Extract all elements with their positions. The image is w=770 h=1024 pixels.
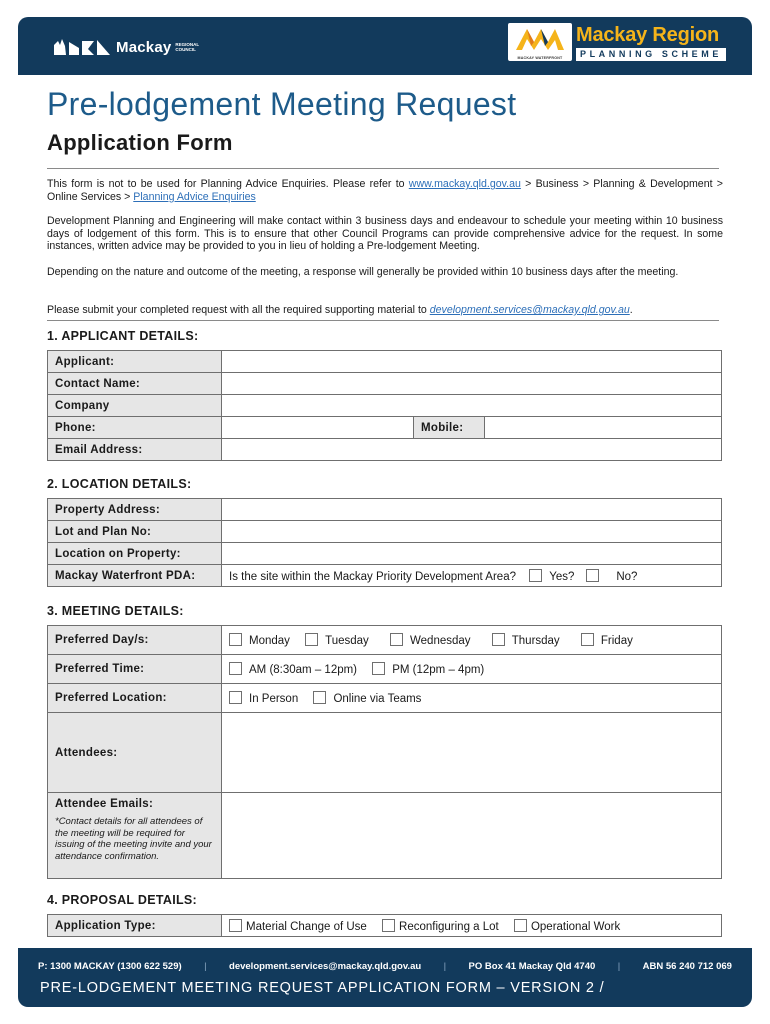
intro-text: > Business > Planning & Development > Online Services > xyxy=(47,178,723,203)
scheme-title: Mackay Region xyxy=(575,24,719,46)
preferred-location-label: Preferred Location: xyxy=(48,684,222,713)
waterfront-text: MACKAY WATERFRONT xyxy=(517,56,563,60)
footer-email: development.services@mackay.qld.gov.au xyxy=(229,961,422,972)
footer-po-box: PO Box 41 Mackay Qld 4740 xyxy=(468,961,596,972)
preferred-days-label: Preferred Day/s: xyxy=(48,626,222,655)
pda-options xyxy=(222,565,722,587)
proposal-details-table xyxy=(47,914,722,937)
footer-separator: | xyxy=(443,961,447,972)
footer-document-title: PRE-LODGEMENT MEETING REQUEST APPLICATION FORM – VERSION 2 / xyxy=(40,980,605,996)
scheme-subtitle: PLANNING SCHEME xyxy=(576,48,726,61)
wednesday-label: Wednesday xyxy=(410,635,471,647)
property-address-label: Property Address: xyxy=(48,499,222,521)
preferred-location-options xyxy=(222,684,722,713)
mackay-website-link[interactable]: www.mackay.qld.gov.au xyxy=(408,178,521,190)
thursday-checkbox[interactable] xyxy=(492,633,505,646)
intro-divider xyxy=(47,320,719,321)
pda-yes-label: Yes? xyxy=(549,570,575,583)
attendee-emails-note: *Contact details for all attendees of the meeting will be required for issuing of the meeting invite and your attendance confirmation. xyxy=(55,816,212,862)
monday-checkbox[interactable] xyxy=(229,633,242,646)
in-person-checkbox[interactable] xyxy=(229,691,242,704)
location-details-table xyxy=(47,498,722,587)
application-type-options xyxy=(222,915,722,937)
page-header xyxy=(18,17,752,75)
material-change-label: Material Change of Use xyxy=(246,920,367,933)
company-field[interactable] xyxy=(222,395,722,417)
intro-text: This form is not to be used for Planning Advice Enquiries. Please refer to xyxy=(47,178,409,190)
tuesday-label: Tuesday xyxy=(325,635,369,647)
material-change-checkbox[interactable] xyxy=(229,919,242,932)
council-wave-icon xyxy=(52,37,112,57)
pda-no-checkbox[interactable] xyxy=(586,569,599,582)
attendee-emails-cell xyxy=(48,793,222,879)
intro-paragraph-1 xyxy=(47,178,723,203)
meeting-details-heading: 3. MEETING DETAILS: xyxy=(47,604,184,618)
mobile-field[interactable] xyxy=(485,417,722,439)
monday-label: Monday xyxy=(249,635,290,647)
mobile-label: Mobile: xyxy=(414,417,485,439)
pda-no-label: No? xyxy=(616,570,638,583)
friday-label: Friday xyxy=(600,635,633,647)
application-type-label: Application Type: xyxy=(48,915,222,937)
phone-label: Phone: xyxy=(48,417,222,439)
pm-checkbox[interactable] xyxy=(372,662,385,675)
pda-yes-checkbox[interactable] xyxy=(529,569,542,582)
email-label: Email Address: xyxy=(48,439,222,461)
friday-checkbox[interactable] xyxy=(581,633,594,646)
footer-separator: | xyxy=(617,961,621,972)
location-details-heading: 2. LOCATION DETAILS: xyxy=(47,477,192,491)
preferred-time-options xyxy=(222,655,722,684)
lot-plan-field[interactable] xyxy=(222,521,722,543)
page-footer xyxy=(18,948,752,1007)
contact-name-label: Contact Name: xyxy=(48,373,222,395)
am-label: AM (8:30am – 12pm) xyxy=(249,664,358,676)
pm-label: PM (12pm – 4pm) xyxy=(392,664,485,676)
online-teams-checkbox[interactable] xyxy=(313,691,326,704)
submission-email-link[interactable]: development.services@mackay.qld.gov.au xyxy=(429,304,630,316)
preferred-time-label: Preferred Time: xyxy=(48,655,222,684)
proposal-details-heading: 4. PROPOSAL DETAILS: xyxy=(47,893,197,907)
footer-separator: | xyxy=(204,961,207,972)
footer-phone: P: 1300 MACKAY (1300 622 529) xyxy=(38,961,182,972)
meeting-details-table xyxy=(47,625,722,879)
applicant-details-table xyxy=(47,350,722,461)
contact-name-field[interactable] xyxy=(222,373,722,395)
property-address-field[interactable] xyxy=(222,499,722,521)
email-field[interactable] xyxy=(222,439,722,461)
planning-scheme-logo xyxy=(508,23,726,67)
operational-work-checkbox[interactable] xyxy=(514,919,527,932)
waterfront-mountain-icon xyxy=(514,26,566,52)
page-title: Pre-lodgement Meeting Request xyxy=(47,86,517,122)
pda-question: Is the site within the Mackay Priority Development Area? xyxy=(229,570,516,583)
applicant-field[interactable] xyxy=(222,351,722,373)
location-on-property-label: Location on Property: xyxy=(48,543,222,565)
reconfiguring-lot-label: Reconfiguring a Lot xyxy=(399,920,499,933)
tuesday-checkbox[interactable] xyxy=(305,633,318,646)
reconfiguring-lot-checkbox[interactable] xyxy=(382,919,395,932)
online-teams-label: Online via Teams xyxy=(333,693,422,705)
pda-label: Mackay Waterfront PDA: xyxy=(48,565,222,587)
waterfront-mark xyxy=(508,23,572,61)
company-label: Company xyxy=(48,395,222,417)
operational-work-label: Operational Work xyxy=(530,920,621,933)
page-subtitle: Application Form xyxy=(47,130,233,155)
thursday-label: Thursday xyxy=(511,635,560,647)
intro-paragraph-3: Depending on the nature and outcome of the meeting, a response will generally be provided within 10 business days after the meeting. xyxy=(47,266,679,278)
attendees-field[interactable] xyxy=(222,713,722,793)
council-logo xyxy=(52,35,205,59)
attendee-emails-field[interactable] xyxy=(222,793,722,879)
location-on-property-field[interactable] xyxy=(222,543,722,565)
intro-text: Please submit your completed request with all the required supporting material to xyxy=(47,304,430,316)
council-name: Mackay xyxy=(116,38,172,56)
preferred-days-options xyxy=(222,626,722,655)
phone-field[interactable] xyxy=(222,417,414,439)
lot-plan-label: Lot and Plan No: xyxy=(48,521,222,543)
council-subtitle: REGIONAL COUNCIL xyxy=(175,42,200,52)
attendees-label: Attendees: xyxy=(48,713,222,793)
planning-advice-link[interactable]: Planning Advice Enquiries xyxy=(133,190,256,203)
footer-abn: ABN 56 240 712 069 xyxy=(642,961,732,972)
intro-paragraph-2: Development Planning and Engineering will make contact within 3 business days and endeavour to schedule your meeting within 10 business days of lodgement of this form. This is to ensure that other Council Programs can provide comprehensive advice for the request. In some instances, written advice may be provided to you in lieu of holding a Pre-lodgement Meeting. xyxy=(47,215,723,253)
am-checkbox[interactable] xyxy=(229,662,242,675)
intro-text: . xyxy=(629,304,633,316)
intro-paragraph-4 xyxy=(47,304,723,317)
in-person-label: In Person xyxy=(249,693,299,705)
title-divider xyxy=(47,168,719,169)
wednesday-checkbox[interactable] xyxy=(390,633,403,646)
footer-contacts xyxy=(38,961,732,972)
applicant-label: Applicant: xyxy=(48,351,222,373)
applicant-details-heading: 1. APPLICANT DETAILS: xyxy=(47,329,199,343)
attendee-emails-label: Attendee Emails: xyxy=(55,798,154,810)
